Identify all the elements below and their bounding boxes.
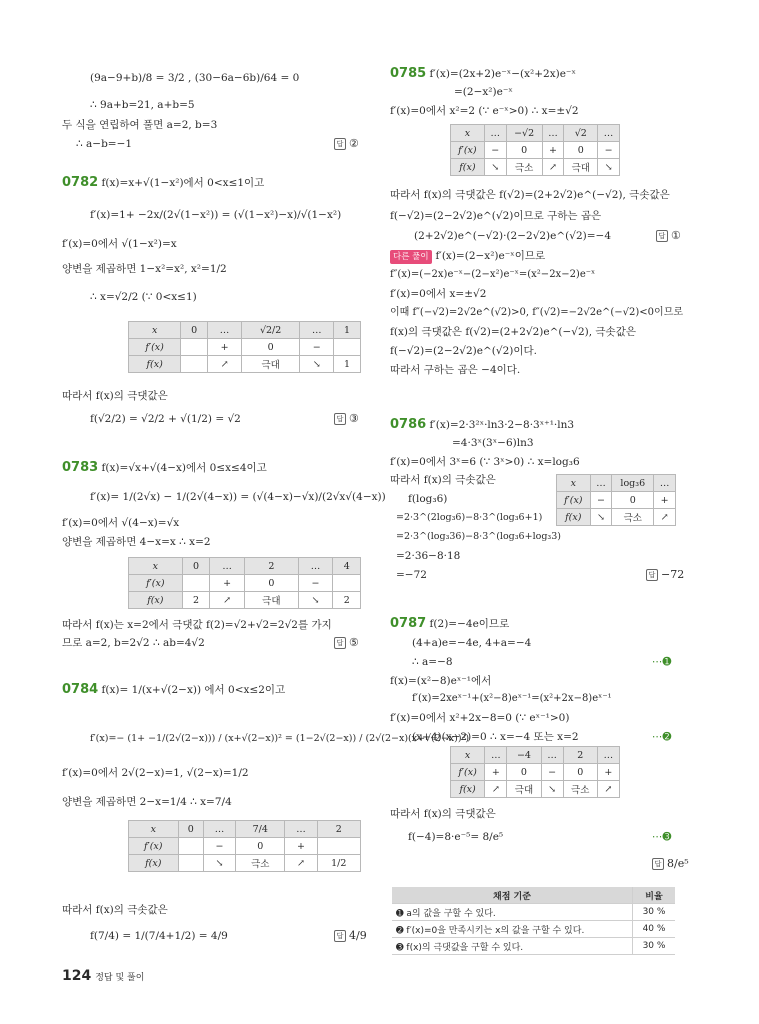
answer-mark: 답 8/e⁵ bbox=[652, 857, 689, 870]
solution-line: f(7/4) = 1/(7/4+1/2) = 4/9 bbox=[90, 930, 228, 942]
solution-line: f(−√2)=(2−2√2)e^(√2)이다. bbox=[390, 345, 537, 357]
solution-line: f′(x)=1+ −2x/(2√(1−x²)) = (√(1−x²)−x)/√(1−x²) bbox=[90, 209, 342, 221]
solution-line: 두 식을 연립하여 풀면 a=2, b=3 bbox=[62, 119, 218, 131]
solution-line: =(2−x²)e⁻ˣ bbox=[454, 86, 513, 98]
grading-criteria-table bbox=[392, 887, 675, 955]
problem-0787: 0787 f(2)=−4e이므로 bbox=[390, 616, 510, 631]
answer-mark: 답 4/9 bbox=[334, 929, 367, 942]
solution-line: (2+2√2)e^(−√2)·(2−2√2)e^(√2)=−4 bbox=[414, 230, 612, 242]
solution-line: =2·36−8·18 bbox=[396, 550, 461, 562]
solution-line: f″(x)=(−2x)e⁻ˣ−(2−x²)e⁻ˣ=(x²−2x−2)e⁻ˣ bbox=[390, 269, 596, 280]
solution-line: f′(x)=0에서 2√(2−x)=1, √(2−x)=1/2 bbox=[62, 767, 249, 779]
problem-0786: 0786 f′(x)=2·3²ˣ·ln3·2−8·3ˣ⁺¹·ln3 bbox=[390, 417, 575, 432]
solution-line: f′(x)=0에서 x²+2x−8=0 (∵ eˣ⁻¹>0) bbox=[390, 712, 570, 724]
solution-line: f′(x)=2xeˣ⁻¹+(x²−8)eˣ⁻¹=(x²+2x−8)eˣ⁻¹ bbox=[412, 693, 612, 704]
problem-0785: 0785 f′(x)=(2x+2)e⁻ˣ−(x²+2x)e⁻ˣ bbox=[390, 66, 576, 81]
problem-0783: 0783 f(x)=√x+√(4−x)에서 0≤x≤4이고 bbox=[62, 460, 267, 475]
solution-line: ∴ a−b=−1 bbox=[76, 138, 133, 150]
problem-number: 0786 bbox=[390, 417, 427, 432]
solution-line: =4·3ˣ(3ˣ−6)ln3 bbox=[452, 437, 534, 449]
solution-line: 따라서 구하는 곱은 −4이다. bbox=[390, 364, 521, 376]
problem-number: 0785 bbox=[390, 66, 427, 81]
solution-line: f(−4)=8·e⁻⁵= 8/e⁵ bbox=[408, 831, 504, 843]
alt-solution-badge: 다른 풀이 bbox=[390, 250, 432, 264]
solution-line: ∴ a=−8 bbox=[412, 656, 453, 668]
solution-line: =−72 bbox=[396, 569, 427, 581]
answer-icon: 답 bbox=[652, 858, 664, 870]
answer-mark: 답 ⑤ bbox=[334, 636, 359, 649]
solution-line: 양변을 제곱하면 2−x=1/4 ∴ x=7/4 bbox=[62, 796, 232, 808]
solution-line: 따라서 f(x)의 극댓값은 bbox=[62, 390, 168, 402]
criteria-header: 채점 기준 bbox=[392, 887, 633, 904]
solution-line: (9a−9+b)/8 = 3/2 , (30−6a−6b)/64 = 0 bbox=[90, 72, 300, 84]
solution-line: 양변을 제곱하면 1−x²=x², x²=1/2 bbox=[62, 263, 227, 275]
solution-line: (4+a)e=−4e, 4+a=−4 bbox=[412, 637, 532, 649]
answer-mark: 답 ① bbox=[656, 229, 681, 242]
solution-line: 이때 f″(−√2)=2√2e^(√2)>0, f″(√2)=−2√2e^(−√2)<0이므로 bbox=[390, 307, 684, 318]
solution-line: f(x)의 극댓값은 f(√2)=(2+2√2)e^(−√2), 극솟값은 bbox=[390, 326, 636, 338]
footer-label: 정답 및 풀이 bbox=[95, 973, 145, 983]
criteria-row: ➌ f(x)의 극댓값을 구할 수 있다. 30 % bbox=[392, 938, 675, 955]
solution-line: 양변을 제곱하면 4−x=x ∴ x=2 bbox=[62, 536, 211, 548]
answer-mark: 답 −72 bbox=[646, 568, 684, 581]
solution-line: f′(x)=0에서 x²=2 (∵ e⁻ˣ>0) ∴ x=±√2 bbox=[390, 105, 579, 117]
answer-icon: 답 bbox=[334, 413, 346, 425]
answer-icon: 답 bbox=[334, 637, 346, 649]
answer-icon: 답 bbox=[656, 230, 668, 242]
solution-line: ∴ 9a+b=21, a+b=5 bbox=[90, 99, 195, 111]
variation-table: x 0 … √2/2 … 1 f′(x) + 0 − f(x) ↗ 극대 ↘ 1 bbox=[128, 321, 361, 373]
criteria-row: ➋ f′(x)=0을 만족시키는 x의 값을 구할 수 있다. 40 % bbox=[392, 921, 675, 938]
solution-line: ∴ x=√2/2 (∵ 0<x≤1) bbox=[90, 291, 197, 303]
problem-0782: 0782 f(x)=x+√(1−x²)에서 0<x≤1이고 bbox=[62, 175, 265, 190]
problem-number: 0784 bbox=[62, 682, 99, 697]
problem-0784: 0784 f(x)= 1/(x+√(2−x)) 에서 0<x≤2이고 bbox=[62, 682, 286, 697]
variation-table: x … log₃6 … f′(x) − 0 + f(x) ↘ 극소 ↗ bbox=[556, 474, 676, 526]
variation-table: x 0 … 7/4 … 2 f′(x) − 0 + f(x) ↘ 극소 ↗ 1/2 bbox=[128, 820, 361, 872]
solution-line: f(−√2)=(2−2√2)e^(√2)이므로 구하는 곱은 bbox=[390, 210, 602, 222]
step-marker: ⋯➌ bbox=[652, 831, 672, 843]
solution-line: f′(x)=0에서 √(4−x)=√x bbox=[62, 517, 180, 529]
solution-line: f′(x)=0에서 3ˣ=6 (∵ 3ˣ>0) ∴ x=log₃6 bbox=[390, 456, 580, 468]
solution-line: =2·3^(2log₃6)−8·3^(log₃6+1) bbox=[396, 512, 543, 523]
answer-icon: 답 bbox=[646, 569, 658, 581]
solution-line: 따라서 f(x)의 극댓값은 bbox=[390, 808, 496, 820]
problem-number: 0782 bbox=[62, 175, 99, 190]
variation-table: x … −√2 … √2 … f′(x) − 0 + 0 − f(x) ↘ 극소 ↗ 극대 ↘ bbox=[450, 124, 620, 176]
solution-line: (x+4)(x−2)=0 ∴ x=−4 또는 x=2 bbox=[412, 731, 579, 743]
page-footer bbox=[62, 968, 144, 984]
step-marker: ⋯➊ bbox=[652, 656, 672, 668]
answer-mark: 답 ③ bbox=[334, 412, 359, 425]
problem-number: 0787 bbox=[390, 616, 427, 631]
solution-line: f(x)=(x²−8)eˣ⁻¹에서 bbox=[390, 675, 492, 687]
solution-line: 따라서 f(x)의 극솟값은 bbox=[390, 474, 496, 486]
variation-table: x 0 … 2 … 4 f′(x) + 0 − f(x) 2 ↗ 극대 ↘ 2 bbox=[128, 557, 361, 609]
alt-solution: 다른 풀이 f′(x)=(2−x²)e⁻ˣ이므로 bbox=[390, 249, 545, 264]
variation-table: x … −4 … 2 … f′(x) + 0 − 0 + f(x) ↗ 극대 ↘ 극소 ↗ bbox=[450, 746, 620, 798]
solution-line: 따라서 f(x)는 x=2에서 극댓값 f(2)=√2+√2=2√2를 가지 bbox=[62, 619, 332, 631]
solution-line: f(√2/2) = √2/2 + √(1/2) = √2 bbox=[90, 413, 241, 425]
answer-icon: 답 bbox=[334, 930, 346, 942]
answer-icon: 답 bbox=[334, 138, 346, 150]
solution-line: f′(x)=− (1+ −1/(2√(2−x))) / (x+√(2−x))² = (1−2√(2−x)) / (2√(2−x)(x+√(2−x))²) bbox=[90, 733, 470, 744]
solution-line: f′(x)=0에서 √(1−x²)=x bbox=[62, 238, 177, 250]
solution-line: 따라서 f(x)의 극댓값은 f(√2)=(2+2√2)e^(−√2), 극솟값은 bbox=[390, 189, 670, 201]
solution-line: =2·3^(log₃36)−8·3^(log₃6+log₃3) bbox=[396, 531, 561, 542]
solution-line: 므로 a=2, b=2√2 ∴ ab=4√2 bbox=[62, 637, 205, 649]
solution-line: f′(x)= 1/(2√x) − 1/(2√(4−x)) = (√(4−x)−√x)/(2√x√(4−x)) bbox=[90, 491, 386, 503]
page-number: 124 bbox=[62, 968, 92, 984]
problem-number: 0783 bbox=[62, 460, 99, 475]
criteria-row: ➊ a의 값을 구할 수 있다. 30 % bbox=[392, 904, 675, 921]
solution-line: f(log₃6) bbox=[408, 493, 448, 505]
answer-mark: 답 ② bbox=[334, 137, 359, 150]
solution-line: f′(x)=0에서 x=±√2 bbox=[390, 288, 487, 300]
ratio-header: 비율 bbox=[633, 887, 676, 904]
solution-line: 따라서 f(x)의 극솟값은 bbox=[62, 904, 168, 916]
step-marker: ⋯➋ bbox=[652, 731, 672, 743]
